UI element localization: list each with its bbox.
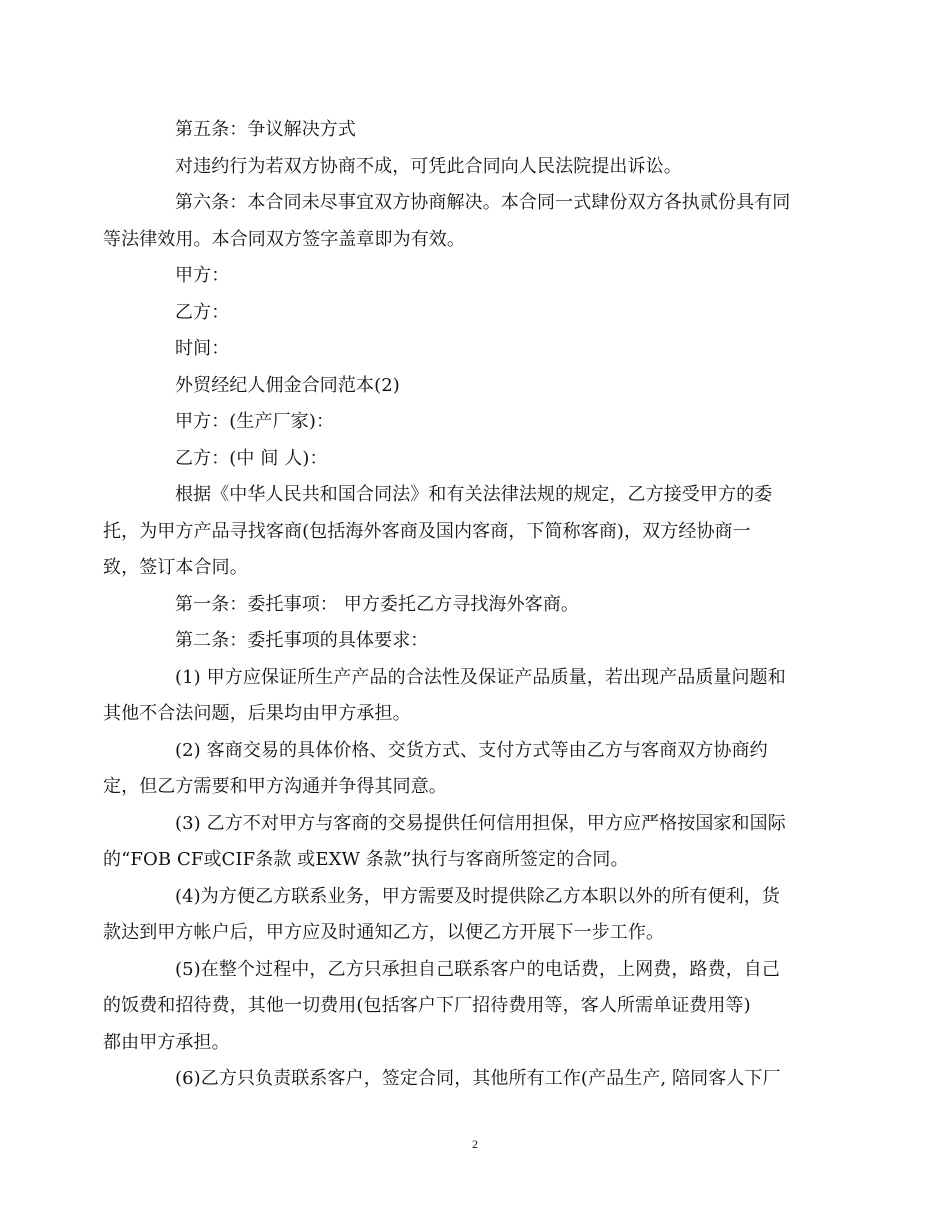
section-title: 外贸经纪人佣金合同范本(2) (175, 374, 400, 396)
text-line: (1) 甲方应保证所生产产品的合法性及保证产品质量，若出现产品质量问题和 (175, 666, 786, 688)
text-line: 都由甲方承担。 (103, 1031, 230, 1053)
paragraph (103, 477, 815, 587)
paragraph (139, 295, 815, 332)
text-line: 等法律效用。本合同双方签字盖章即为有效。 (103, 228, 465, 250)
paragraph (139, 258, 815, 295)
text-line: 对违约行为若双方协商不成，可凭此合同向人民法院提出诉讼。 (175, 155, 682, 177)
paragraph (139, 1061, 815, 1098)
text-line: (3) 乙方不对甲方与客商的交易提供任何信用担保，甲方应严格按国家和国际 (175, 812, 786, 834)
paragraph (103, 806, 815, 879)
paragraph (139, 149, 815, 186)
text-line: 的饭费和招待费，其他一切费用(包括客户下厂招待费用等，客人所需单证费用等) (103, 995, 751, 1016)
text-line: 致，签订本合同。 (103, 557, 248, 578)
text-line: 第二条：委托事项的具体要求： (175, 630, 429, 651)
text-line: 甲方：(生产厂家)： (175, 411, 335, 432)
page-number: 2 (472, 1137, 478, 1151)
text-line: (2) 客商交易的具体价格、交货方式、支付方式等由乙方与客商双方协商约 (175, 739, 768, 761)
text-line: 乙方： (175, 301, 230, 323)
text-line: 其他不合法问题，后果均由甲方承担。 (103, 703, 411, 724)
text-line: 定，但乙方需要和甲方沟通并争得其同意。 (103, 776, 447, 797)
paragraph (139, 404, 815, 441)
paragraph (139, 587, 815, 624)
paragraph (139, 623, 815, 660)
text-line: 托，为甲方产品寻找客商(包括海外客商及国内客商，下简称客商)，双方经协商一 (103, 520, 751, 542)
paragraph (139, 441, 815, 478)
text-line: 第一条：委托事项： 甲方委托乙方寻找海外客商。 (175, 593, 580, 615)
paragraph (139, 112, 815, 149)
text-line: 时间： (175, 338, 230, 359)
text-line: 甲方： (175, 265, 230, 286)
text-line: 的“FOB CF或CIF条款 或EXW 条款”执行与客商所签定的合同。 (103, 849, 629, 870)
text-line: 乙方：(中 间 人)： (175, 447, 328, 469)
paragraph (103, 952, 815, 1062)
paragraph (103, 185, 815, 258)
paragraph (139, 368, 815, 405)
paragraph (139, 331, 815, 368)
text-line: (5)在整个过程中，乙方只承担自己联系客户的电话费，上网费，路费，自己 (175, 958, 780, 980)
text-line: 第五条：争议解决方式 (175, 119, 356, 140)
text-line: 款达到甲方帐户后，甲方应及时通知乙方，以便乙方开展下一步工作。 (103, 922, 665, 943)
paragraph (103, 660, 815, 733)
text-line: (4)为方便乙方联系业务，甲方需要及时提供除乙方本职以外的所有便利，货 (175, 885, 780, 907)
paragraph (103, 733, 815, 806)
text-line: 第六条：本合同未尽事宜双方协商解决。本合同一式肆份双方各执贰份具有同 (175, 192, 791, 213)
document-body (103, 112, 815, 1098)
paragraph (103, 879, 815, 952)
text-line: 根据《中华人民共和国合同法》和有关法律法规的规定，乙方接受甲方的委 (175, 484, 773, 505)
text-line: (6)乙方只负责联系客户，签定合同，其他所有工作(产品生产, 陪同客人下厂 (175, 1068, 781, 1089)
